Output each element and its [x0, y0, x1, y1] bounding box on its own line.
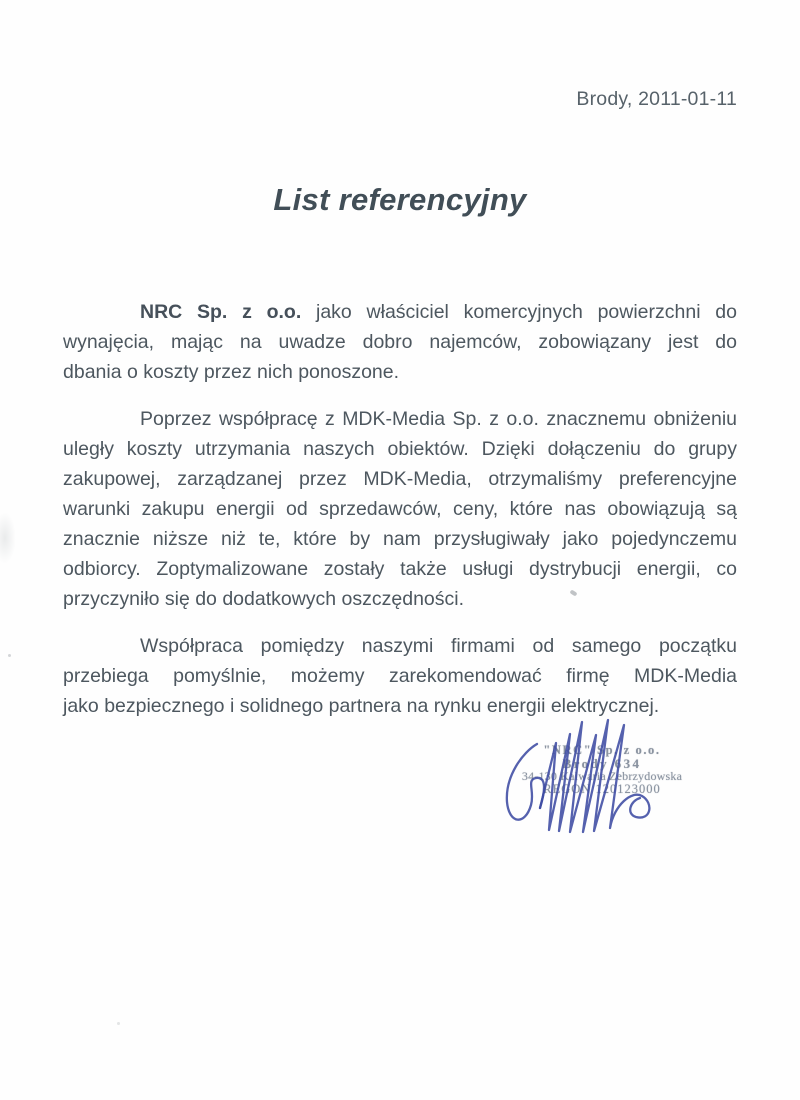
letter-line: wynajęcia, mając na uwadze dobro najemców, zobowiązany jest do	[63, 331, 737, 353]
letter-paragraph	[63, 297, 737, 387]
scan-speck	[8, 654, 11, 657]
letter-line: dbania o koszty przez nich ponoszone.	[63, 361, 400, 383]
stamp-company-name: "NRC" Sp. z o.o.	[543, 743, 661, 757]
letter-date: Brody, 2011-01-11	[576, 88, 737, 110]
scan-smudge	[0, 512, 16, 564]
stamp-address-line2: 34-130 Kalwaria Zebrzydowska	[521, 769, 683, 783]
company-stamp	[492, 743, 712, 796]
letter-line: uległy koszty utrzymania naszych obiektów. Dzięki dołączeniu do grupy	[63, 438, 737, 460]
letter-line: przebiega pomyślnie, możemy zarekomendować firmę MDK-Media	[63, 665, 737, 687]
letter-line: przyczyniło się do dodatkowych oszczędności.	[63, 588, 465, 610]
letter-line: znacznie niższe niż te, które by nam przysługiwały jako pojedynczemu	[63, 528, 737, 550]
letter-line: NRC Sp. z o.o. jako właściciel komercyjnych powierzchni do	[140, 301, 737, 323]
letter-body	[63, 297, 737, 721]
letter-line: odbiorcy. Zoptymalizowane zostały także usługi dystrybucji energii, co	[63, 558, 737, 580]
stamp-address-line1: Brody 634	[562, 756, 642, 771]
letter-line: zakupowej, zarządzanej przez MDK-Media, otrzymaliśmy preferencyjne	[63, 468, 737, 490]
letter-line: Poprzez współpracę z MDK-Media Sp. z o.o. znacznemu obniżeniu	[140, 408, 737, 430]
letter-line: jako bezpiecznego i solidnego partnera na rynku energii elektrycznej.	[63, 695, 660, 717]
scan-speck	[117, 1022, 120, 1025]
letter-line: Współpraca pomiędzy naszymi firmami od samego początku	[140, 635, 737, 657]
letter-line: warunki zakupu energii od sprzedawców, ceny, które nas obowiązują są	[63, 498, 737, 520]
letter-paragraph	[63, 631, 737, 721]
letter-title: List referencyjny	[273, 182, 527, 217]
letter-paragraph	[63, 404, 737, 614]
stamp-regon: REGON 120123000	[543, 782, 661, 796]
